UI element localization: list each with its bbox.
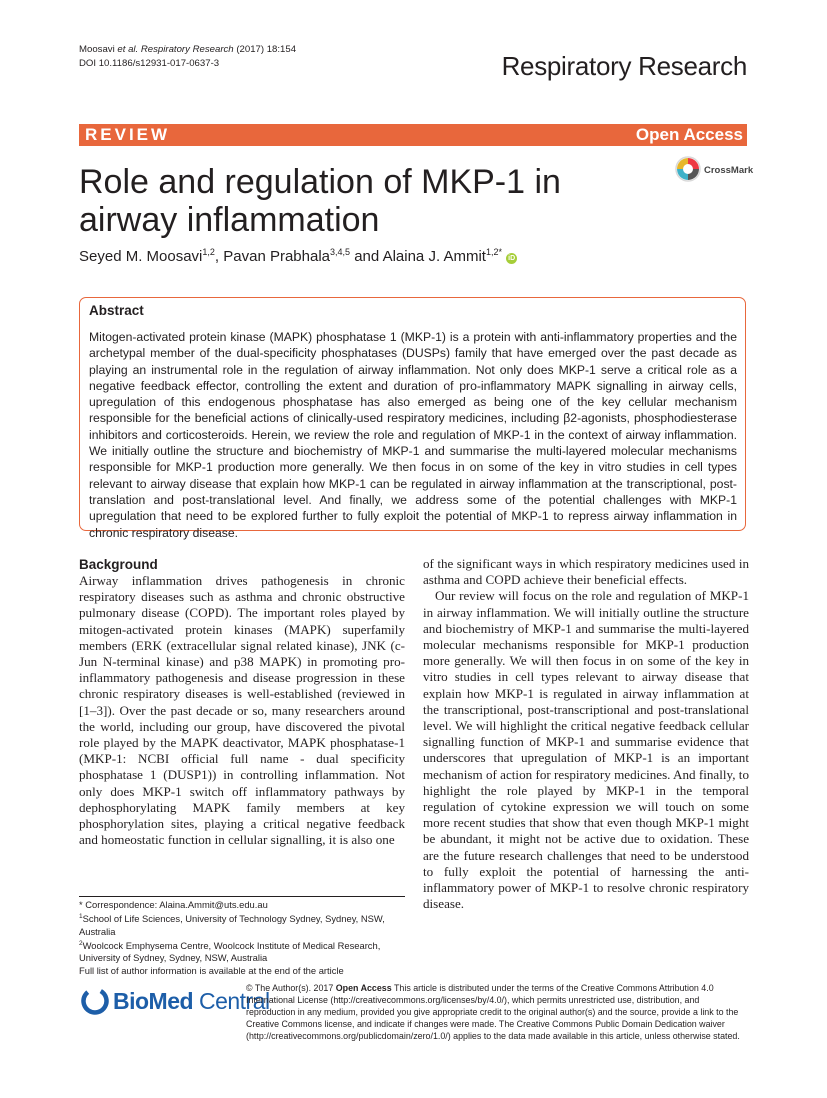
citation-header [79, 43, 296, 71]
footnotes [79, 899, 405, 977]
license-text: © The Author(s). 2017 Open Access This article is distributed under the terms of the Creative Commons Attribution 4.0 International License (http://creativecommons.org/licenses/by/4.0/), which permits unrestricted use, distribution, and reproduction in any medium, provided you give appropriate credit to the original author(s) and the source, provide a link to the Creative Commons license, and indicate if changes were made. The Creative Commons Public Domain Dedication waiver (http://creativecommons.org/publicdomain/zero/1.0/) applies to the data made available in this article, unless otherwise stated. [246, 983, 740, 1041]
citation-line: Moosavi et al. Respiratory Research (2017) 18:154 [79, 44, 297, 55]
body-paragraph: Our review will focus on the role and regulation of MKP-1 in airway inflammation. We will initially outline the structure and biochemistry of MKP-1 and summarise the multi-layered molecular mechanisms responsible for MKP-1 production more generally. We will then focus in on some of the key in vitro studies in cell types relevant to airway disease that explain how MKP-1 is regulated in airway inflammation at the transcriptional, post-transcriptional and post-translational level. We will highlight the critical negative feedback cellular signalling function of MKP-1 and summarise evidence that underscores that upregulation of MKP-1 is an important mechanism of action for respiratory medicines. And finally, to highlight the role played by MKP-1 in the temporal regulation of cytokine expression we will touch on some more recent studies that show that even though MKP-1 might be abundant, it might not be active due to oxidation. These are the future research challenges that need to be understood to fully exploit the potential of harnessing the anti-inflammatory power of MKP-1 to resolve chronic respiratory disease. [423, 588, 749, 912]
body-paragraph: of the significant ways in which respiratory medicines used in asthma and COPD achieve their beneficial effects. [423, 556, 749, 588]
abstract-heading: Abstract [89, 303, 144, 318]
abstract-text: Mitogen-activated protein kinase (MAPK) phosphatase 1 (MKP-1) is a protein with anti-inflammatory properties and the archetypal member of the dual-specificity phosphatases (DUSPs) family that have emerged over the past decade as playing an instrumental role in the regulation of airway inflammation. Not only does MKP-1 serve a critical role as a negative feedback effector, controlling the extent and duration of pro-inflammatory MAPK signalling in airway cells, upregulation of this endogenous phosphatase has also emerged as being one of the key cellular mechanism responsible for the beneficial actions of clinically-used respiratory medicines, including β2-agonists, phosphodiesterase inhibitors and corticosteroids. Herein, we review the role and regulation of MKP-1 in the context of airway inflammation. We initially outline the structure and biochemistry of MKP-1 and summarise the multi-layered molecular mechanisms responsible for MKP-1 production more generally. We then focus in on some of the key in vitro studies in cell types relevant to airway disease that explain how MKP-1 can be regulated in airway inflammation at the transcriptional, post-translation and post-translational level. And finally, we address some of the potential challenges with MKP-1 upregulation that need to be explored further to fully exploit the potential of MKP-1 to repress airway inflammation in chronic respiratory disease. [89, 330, 737, 540]
crossmark-label: CrossMark [704, 165, 754, 176]
affiliation: $^2$Woolcock Emphysema Centre, Woolcock Institute of Medical Research, University of Sydney, Sydney, NSW, Australia [79, 940, 381, 964]
article-type-label: REVIEW [85, 125, 171, 144]
affiliation: $^1$School of Life Sciences, University of Technology Sydney, Sydney, NSW, Australia [79, 913, 385, 937]
crossmark-badge[interactable] [674, 155, 754, 187]
article-type-banner [79, 124, 747, 146]
journal-name: Respiratory Research [501, 51, 747, 81]
correspondence[interactable]: * Correspondence: Alaina.Ammit@uts.edu.au [79, 899, 268, 910]
author-info-note: Full list of author information is available at the end of the article [79, 964, 344, 976]
doi[interactable]: DOI 10.1186/s12931-017-0637-3 [79, 58, 220, 69]
body-paragraph: Airway inflammation drives pathogenesis in chronic respiratory diseases such as asthma and chronic obstructive pulmonary disease (COPD). The important roles played by mitogen-activated protein kinases (MAPK) superfamily members (ERK (extracellular signal related kinase), JNK (c-Jun N-terminal kinase) and p38 MAPK) in promoting pro-inflammatory pathogenesis and disease progression in these chronic respiratory diseases is well-established (reviewed in [1–3]). Over the past decade or so, many researchers around the world, including our group, have discovered the pivotal role played by the MAPK deactivator, MAPK phosphatase-1 (MKP-1: NCBI official full name - dual specificity phosphatase 1 (DUSP1)) in controlling inflammation. Not only does MKP-1 switch off inflammatory pathways by dephosphorylating MAPK family members at key phosphorylation sites, playing a critical negative feedback and homeostatic function in cellular signalling, it is also one [79, 573, 405, 848]
publisher-logo: BioMed Central [113, 988, 270, 1014]
footnote-divider [79, 896, 405, 897]
author-name: Alaina J. Ammit [382, 248, 486, 265]
author-name: Pavan Prabhala [223, 248, 330, 265]
crossmark-icon [674, 155, 754, 187]
author-name: Seyed M. Moosavi [79, 248, 203, 265]
article-title: Role and regulation of MKP-1 in airway inflammation [79, 163, 561, 239]
abstract-box [79, 297, 746, 540]
author-list: Seyed M. Moosavi$^{1,2}$, Pavan Prabhala$^{3,4,5}$ and Alaina J. Ammit$^{1,2*}$ iD [79, 247, 516, 265]
biomed-central-logo-icon [81, 987, 109, 1015]
open-access-label: Open Access [635, 125, 743, 144]
section-heading-background: Background [79, 557, 158, 572]
orcid-icon[interactable]: iD [508, 255, 516, 262]
body-column-right [423, 556, 749, 912]
body-column-left [79, 556, 405, 848]
